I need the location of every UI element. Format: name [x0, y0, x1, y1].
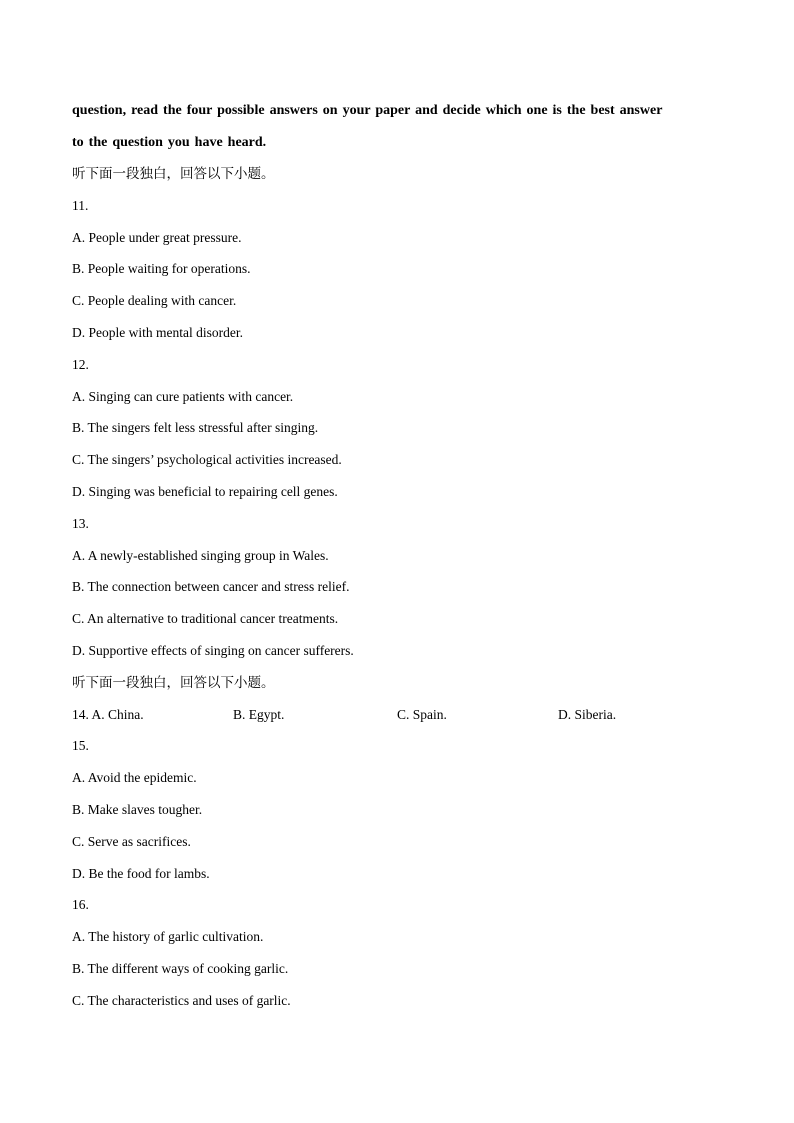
q11-option-d: D. People with mental disorder. [72, 325, 243, 340]
q15-option-a: A. Avoid the epidemic. [72, 770, 197, 785]
q13-option-a: A. A newly-established singing group in Wales. [72, 548, 329, 563]
q15-option-b: B. Make slaves tougher. [72, 802, 203, 817]
question-number-11: 11. [72, 198, 89, 213]
q11-option-a: A. People under great pressure. [72, 230, 242, 245]
q14-option-d: D. Siberia. [558, 707, 617, 722]
q12-option-d: D. Singing was beneficial to repairing cell genes. [72, 484, 338, 499]
question-number-13: 13. [72, 516, 89, 531]
q15-option-d: D. Be the food for lambs. [72, 866, 210, 881]
instructions-line-1: question, read the four possible answers on your paper and decide which one is the best answer [72, 103, 663, 118]
q14-option-c: C. Spain. [397, 707, 447, 722]
q13-option-d: D. Supportive effects of singing on cancer sufferers. [72, 643, 354, 658]
question-number-12: 12. [72, 357, 89, 372]
q12-option-b: B. The singers felt less stressful after singing. [72, 420, 319, 435]
instructions-line-2: to the question you have heard. [72, 135, 267, 150]
q15-option-c: C. Serve as sacrifices. [72, 834, 191, 849]
q16-option-b: B. The different ways of cooking garlic. [72, 961, 289, 976]
q16-option-c: C. The characteristics and uses of garlic. [72, 993, 291, 1008]
q11-option-c: C. People dealing with cancer. [72, 293, 237, 308]
q13-option-c: C. An alternative to traditional cancer treatments. [72, 611, 339, 626]
q14-option-b: B. Egypt. [233, 707, 285, 722]
section-header: 听下面一段独白，回答以下小题。 [72, 675, 275, 691]
q13-option-b: B. The connection between cancer and stress relief. [72, 579, 350, 594]
q12-option-c: C. The singers’ psychological activities increased. [72, 452, 342, 467]
question-number-16: 16. [72, 897, 89, 912]
q14-option-a: 14. A. China. [72, 707, 144, 722]
q11-option-b: B. People waiting for operations. [72, 261, 251, 276]
q16-option-a: A. The history of garlic cultivation. [72, 929, 264, 944]
section-header: 听下面一段独白，回答以下小题。 [72, 166, 275, 182]
q12-option-a: A. Singing can cure patients with cancer. [72, 389, 294, 404]
question-number-15: 15. [72, 738, 89, 753]
